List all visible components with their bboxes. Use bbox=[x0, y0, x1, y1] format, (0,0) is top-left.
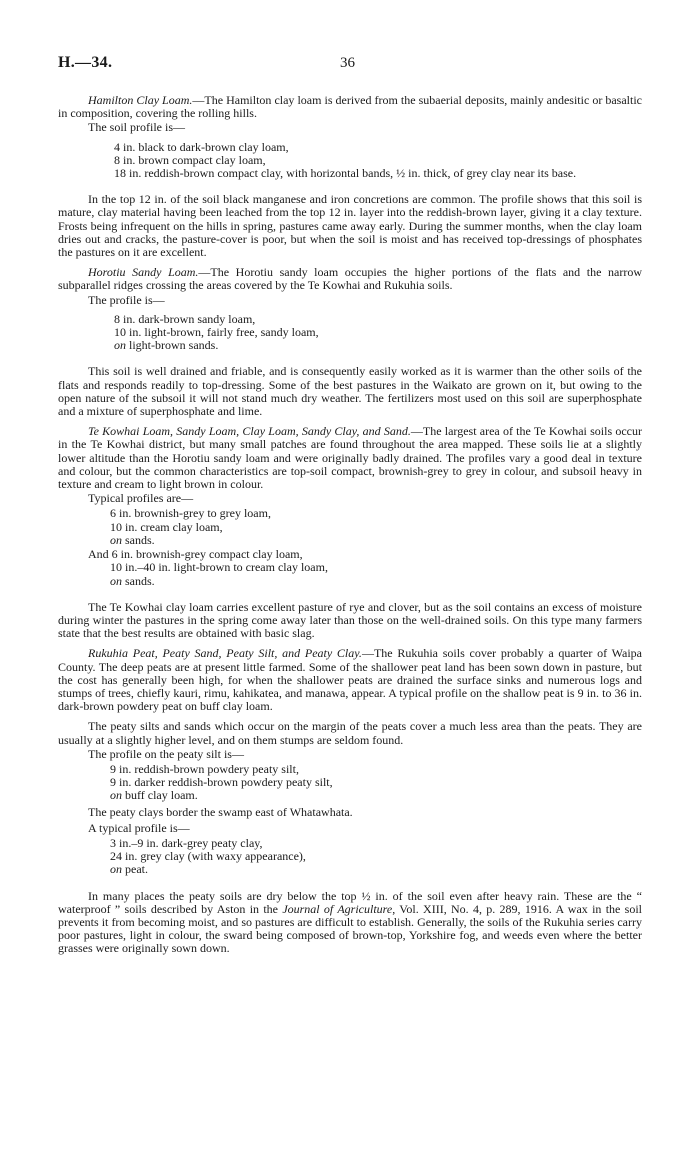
page-header bbox=[58, 56, 642, 76]
paragraph-text: , Vol. XIII, No. 4, p. 289, 1916. A wax in the soil prevents it from becoming moist, and so pastures are difficult to establish. Generally, the soils of the Rukuhia series carry poor pastures, light in colour, the sward being composed of brown-top, Yorkshire fog, and weeds even where the better grasses were originally sown down. bbox=[58, 901, 642, 956]
on-word: on bbox=[110, 862, 122, 877]
horotiu-text: —The Horotiu sandy loam occupies the higher portions of the flats and the narrow subparallel ridges crossing the areas covered by the Te Kowhai and Rukuhia soils. bbox=[58, 265, 642, 293]
profile-text: light-brown sands. bbox=[126, 338, 219, 353]
profile-line bbox=[110, 789, 642, 802]
profile-line bbox=[110, 863, 642, 876]
rukuhia-clay-profile bbox=[58, 837, 642, 877]
profile-line: 8 in. dark-brown sandy loam, bbox=[114, 311, 256, 326]
tekowhai-profile-b bbox=[58, 561, 642, 587]
profile-line: 24 in. grey clay (with waxy appearance), bbox=[110, 849, 306, 864]
hamilton-paragraph: In the top 12 in. of the soil black manganese and iron concretions are common. The profile shows that this soil is mature, clay material having been leached from the top 12 in. layer into the reddish-brown layer, giving it a clay texture. Frosts being infrequent on the hills in spring, pastures came away early. During the summer months, when the clay loam dries out and cracks, the pasture-cover is poor, but when the soil is moist and has received top-dressings of phosphates the pastures on it are excellent. bbox=[58, 192, 642, 260]
tekowhai-text: —The largest area of the Te Kowhai soils occur in the Te Kowhai district, but many small patches are found throughout the area mapped. These soils lie at a slightly lower altitude than the Horotiu sandy loam and were originally badly drained. The profiles vary a good deal in texture and colour, but the common characteristics are top-soil compact, brownish-grey to grey in colour, and subsoil heavy in texture and cream to light brown in colour. bbox=[58, 424, 643, 492]
profile-line bbox=[110, 534, 642, 547]
on-word: on bbox=[114, 338, 126, 353]
profile-line: 9 in. reddish-brown powdery peaty silt, bbox=[110, 761, 299, 776]
profile-line: 6 in. brownish-grey to grey loam, bbox=[110, 506, 271, 521]
paragraph-text: In many places the peaty soils are dry below the top ½ in. of the soil even after heavy rain. These are the “ waterproof ” soils described by Aston in the bbox=[58, 888, 642, 916]
profile-text: sands. bbox=[122, 573, 155, 588]
horotiu-heading: Horotiu Sandy Loam. bbox=[88, 265, 199, 280]
rukuhia-clays-line: The peaty clays border the swamp east of Whatawhata. bbox=[88, 804, 353, 819]
hamilton-heading: Hamilton Clay Loam. bbox=[88, 93, 193, 107]
profile-line: 4 in. black to dark-brown clay loam, bbox=[114, 139, 289, 154]
profile-text: sands. bbox=[122, 532, 155, 547]
rukuhia-profile bbox=[58, 763, 642, 803]
profile-line: 10 in.–40 in. light-brown to cream clay loam, bbox=[110, 560, 328, 575]
profile-line: 10 in. light-brown, fairly free, sandy loam, bbox=[114, 325, 319, 340]
tekowhai-profile-intro: Typical profiles are— bbox=[88, 491, 194, 506]
hamilton-profile-intro: The soil profile is— bbox=[88, 120, 185, 135]
horotiu-profile-intro: The profile is— bbox=[88, 292, 165, 307]
profile-line bbox=[114, 339, 642, 352]
report-reference: H.—34. bbox=[58, 54, 113, 71]
profile-text: peat. bbox=[122, 862, 148, 877]
rukuhia-typical-intro: A typical profile is— bbox=[88, 820, 190, 835]
rukuhia-paragraph-2: The peaty silts and sands which occur on the margin of the peats cover a much less area than the peats. They are usually at a slightly higher level, and on them stumps are seldom found. bbox=[58, 719, 642, 747]
horotiu-intro bbox=[58, 266, 642, 292]
hamilton-profile bbox=[58, 141, 642, 181]
hamilton-text: —The Hamilton clay loam is derived from the subaerial deposits, mainly andesitic or basaltic in composition, covering the rolling hills. bbox=[58, 93, 642, 121]
rukuhia-heading: Rukuhia Peat, Peaty Sand, Peaty Silt, and Peaty Clay. bbox=[88, 646, 362, 661]
profile-text: buff clay loam. bbox=[122, 788, 198, 803]
tekowhai-intro bbox=[58, 425, 642, 491]
profile-line: 18 in. reddish-brown compact clay, with horizontal bands, ½ in. thick, of grey clay near its base. bbox=[114, 166, 577, 181]
rukuhia-profile-intro: The profile on the peaty silt is— bbox=[88, 746, 244, 761]
hamilton-intro bbox=[58, 94, 642, 120]
horotiu-profile bbox=[58, 313, 642, 353]
tekowhai-heading: Te Kowhai Loam, Sandy Loam, Clay Loam, Sandy Clay, and Sand. bbox=[88, 424, 411, 439]
page-number: 36 bbox=[340, 55, 355, 71]
tekowhai-and-line: And 6 in. brownish-grey compact clay loam, bbox=[88, 547, 303, 562]
horotiu-paragraph: This soil is well drained and friable, and is consequently easily worked as it is warmer than the other soils of the flats and responds readily to top-dressing. Some of the best pastures in the Waikato are grown on it, but owing to the open nature of the subsoil it will not stand much dry weather. The fertilizers most used on this soil are superphosphate and a mixture of superphosphate and lime. bbox=[58, 364, 642, 419]
on-word: on bbox=[110, 573, 122, 588]
rukuhia-intro bbox=[58, 647, 642, 713]
on-word: on bbox=[110, 532, 122, 547]
tekowhai-paragraph: The Te Kowhai clay loam carries excellent pasture of rye and clover, but as the soil contains an excess of moisture during winter the pastures in the spring come away later than those on the well-drained soils. On this type many farmers state that the best results are obtained with basic slag. bbox=[58, 599, 642, 641]
profile-line: 10 in. cream clay loam, bbox=[110, 519, 223, 534]
on-word: on bbox=[110, 788, 122, 803]
tekowhai-profile-a bbox=[58, 507, 642, 547]
rukuhia-paragraph-3 bbox=[58, 890, 642, 956]
profile-line: 3 in.–9 in. dark-grey peaty clay, bbox=[110, 835, 263, 850]
profile-line: 8 in. brown compact clay loam, bbox=[114, 152, 266, 167]
rukuhia-text: —The Rukuhia soils cover probably a quarter of Waipa County. The deep peats are at present little farmed. Some of the shallower peat land has been sown down in pasture, but the cost has generally been high, for when the shallower peats are drained the surface sinks and numerous logs and stumps of trees, chiefly kauri, rimu, kahikatea, and manawa, appear. A typical profile on the shallow peat is 9 in. to 36 in. dark-brown powdery peat on buff clay loam. bbox=[58, 646, 642, 714]
journal-title: Journal of Agriculture bbox=[282, 901, 393, 916]
profile-line bbox=[110, 575, 642, 588]
profile-line: 9 in. darker reddish-brown powdery peaty silt, bbox=[110, 775, 333, 790]
